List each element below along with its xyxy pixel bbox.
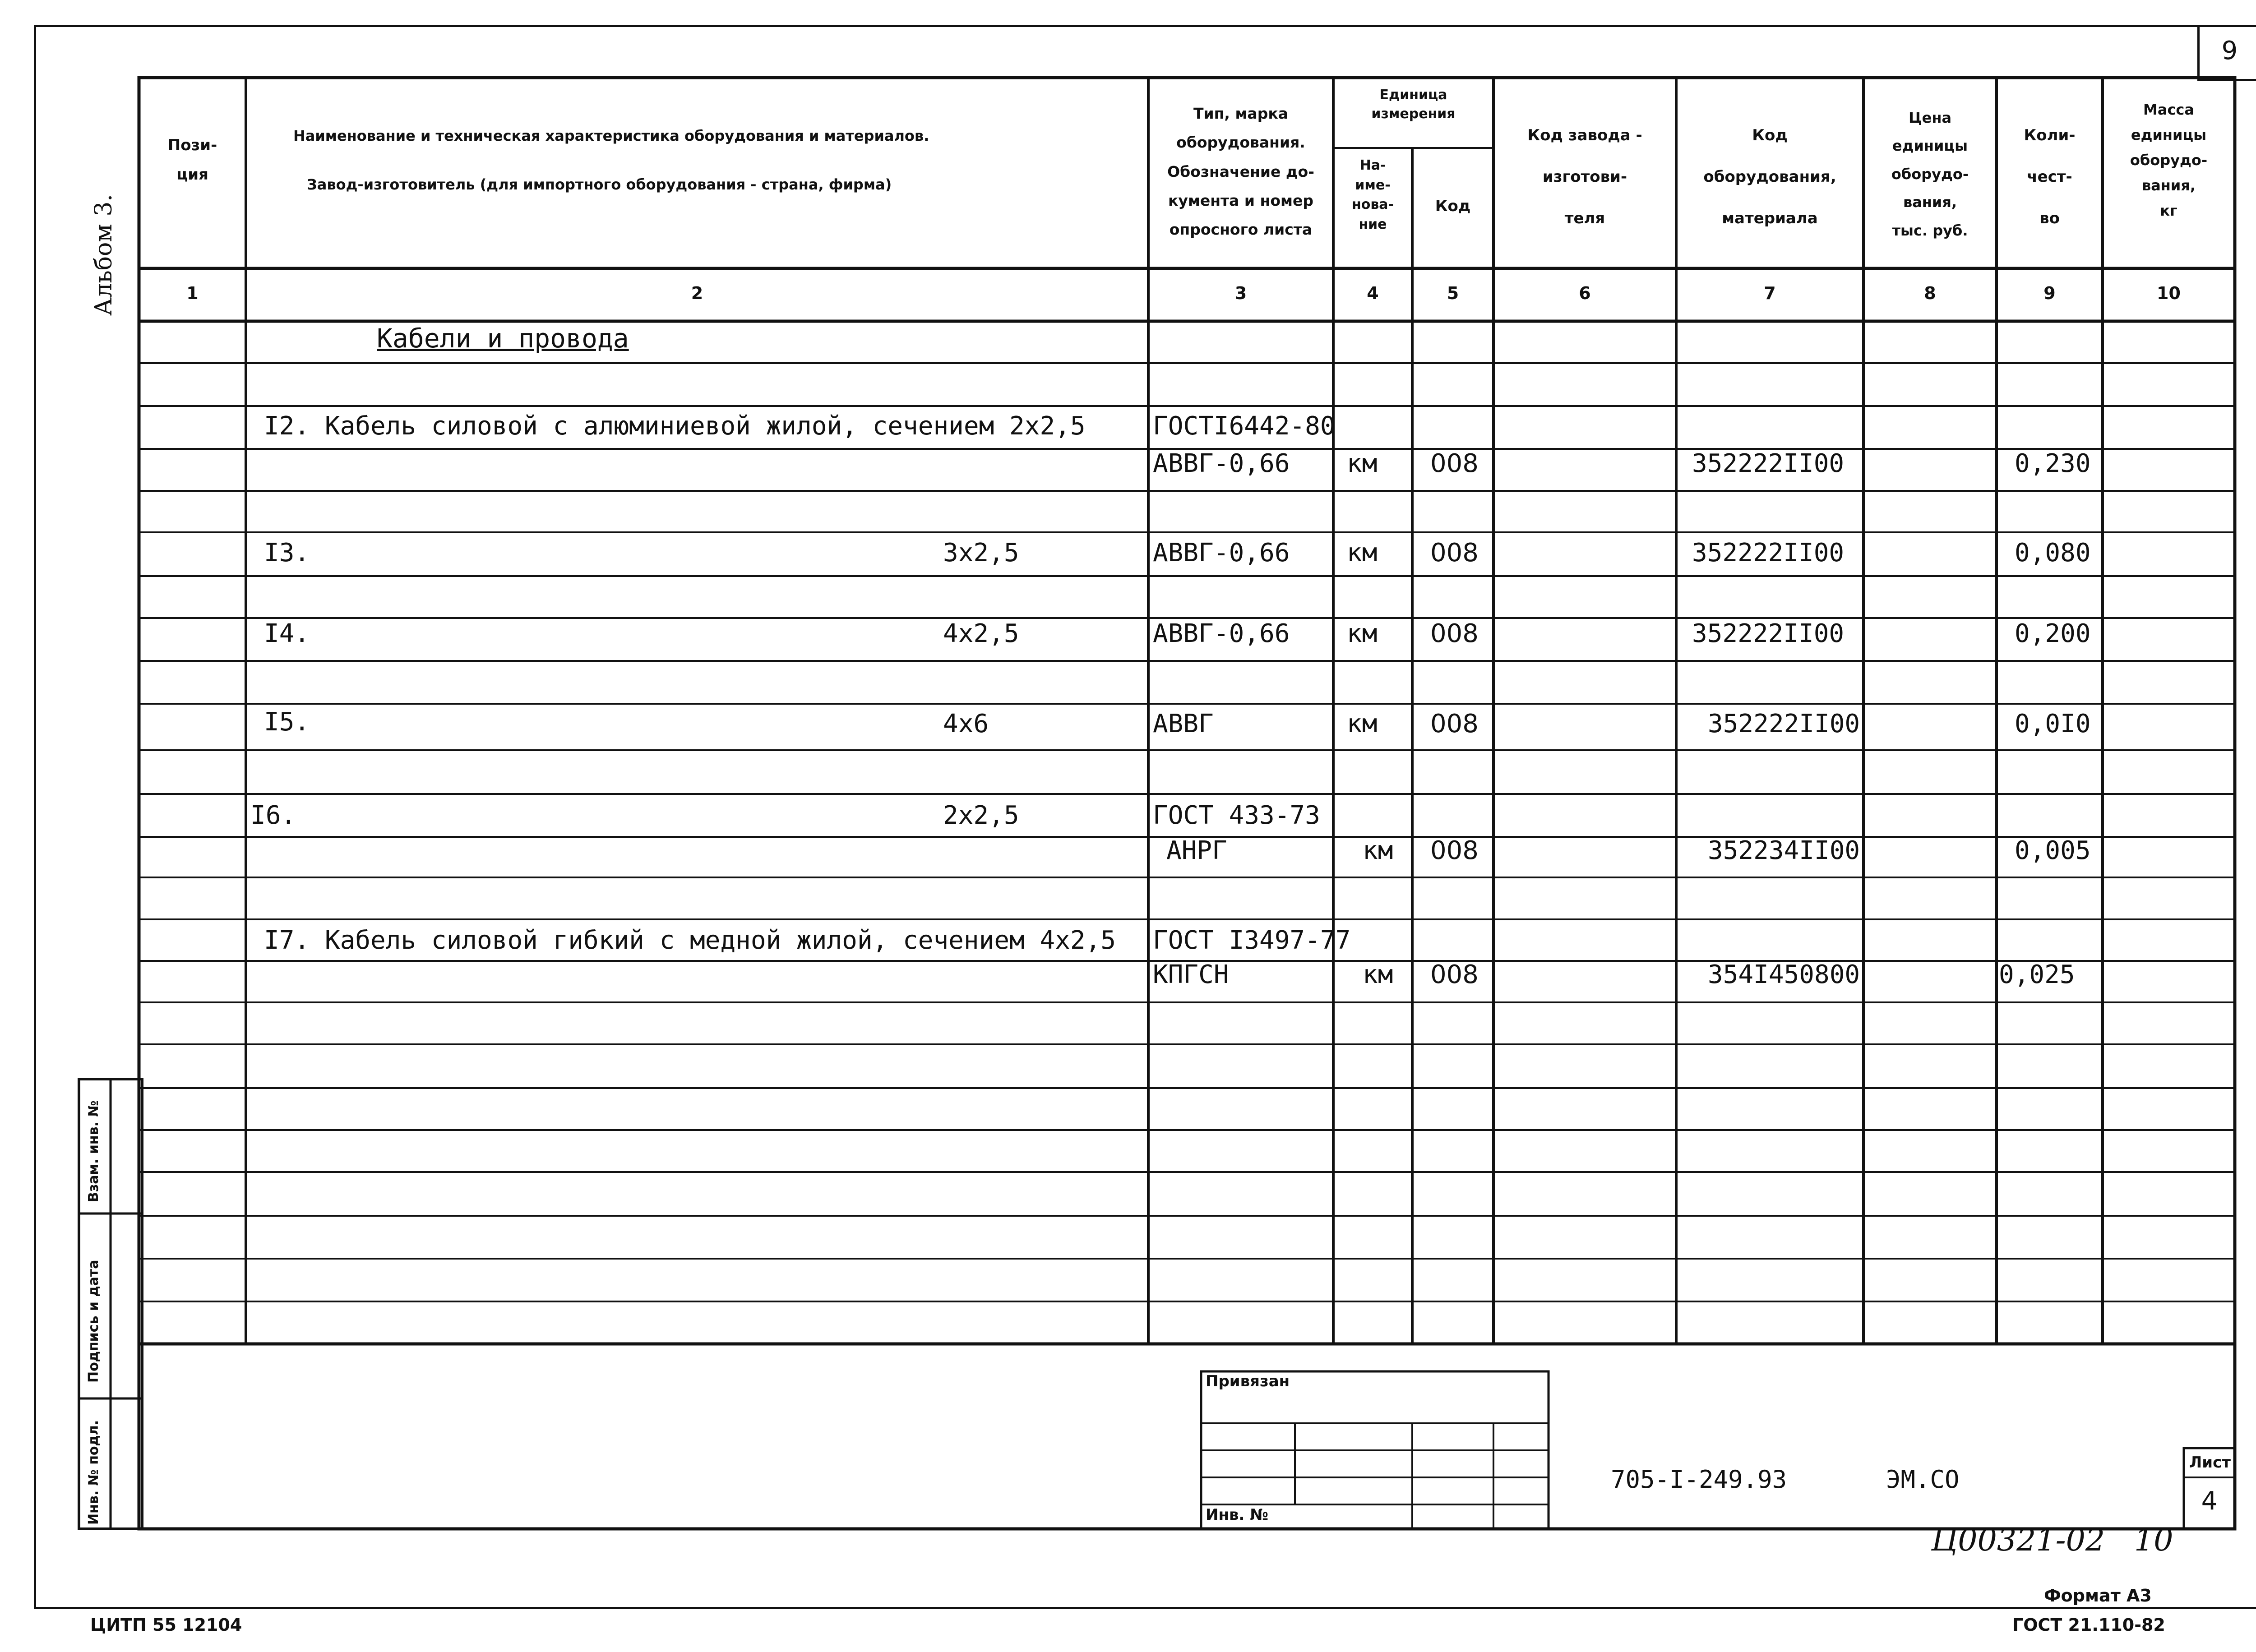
header-quantity: Коли- чест- во bbox=[2024, 126, 2076, 227]
colnum-8: 8 bbox=[1924, 283, 1936, 303]
section-title: Кабели и провода bbox=[377, 323, 629, 354]
row-15-pos: I5. bbox=[264, 707, 310, 737]
row-15-section: 4х6 bbox=[943, 709, 989, 738]
row-14-qty: 0,200 bbox=[2015, 619, 2091, 648]
header-unit-name: На- име- нова- ние bbox=[1351, 157, 1394, 232]
side-label-podpis: Подпись и дата bbox=[86, 1260, 102, 1383]
row-12-unitcode: 008 bbox=[1430, 449, 1479, 478]
header-price: Цена единицы оборудо- вания, тыс. руб. bbox=[1891, 109, 1969, 239]
row-17-mark: КПГСН bbox=[1153, 960, 1229, 989]
row-15-unitcode: 008 bbox=[1430, 709, 1479, 738]
row-14-section: 4х2,5 bbox=[943, 619, 1019, 648]
row-13-pos: I3. bbox=[264, 538, 310, 568]
stamp-doc-code: 705-I-249.93 bbox=[1611, 1465, 1787, 1494]
row-17-unitcode: 008 bbox=[1430, 960, 1479, 989]
row-12-unit: км bbox=[1347, 449, 1378, 478]
stamp-sheet-label: Лист bbox=[2189, 1454, 2231, 1472]
row-16-unitcode: 008 bbox=[1430, 836, 1479, 865]
row-13-qty: 0,080 bbox=[2015, 538, 2091, 568]
colnum-1: 1 bbox=[186, 283, 199, 303]
header-mass: Масса единицы оборудо- вания, кг bbox=[2130, 101, 2208, 219]
row-12-name: I2. Кабель силовой с алюминиевой жилой, сечением 2х2,5 bbox=[264, 411, 1086, 441]
row-15-mark: АВВГ bbox=[1153, 709, 1214, 738]
colnum-5: 5 bbox=[1447, 283, 1459, 303]
footer-format: Формат А3 bbox=[2044, 1586, 2152, 1606]
row-14-unitcode: 008 bbox=[1430, 619, 1479, 648]
handwritten-note: Ц00321-02 10 bbox=[1931, 1523, 2173, 1558]
side-label-vzam: Взам. инв. № bbox=[86, 1100, 102, 1202]
colnum-3: 3 bbox=[1234, 283, 1247, 303]
header-name-line1: Наименование и техническая характеристика оборудования и материалов. bbox=[293, 127, 929, 144]
header-factory-code: Код завода - изготови- теля bbox=[1527, 126, 1642, 227]
header-position: Пози- ция bbox=[167, 136, 217, 184]
row-17-unit: км bbox=[1363, 960, 1393, 989]
row-13-code: 352222II00 bbox=[1692, 538, 1845, 568]
row-14-pos: I4. bbox=[264, 619, 310, 648]
row-17-code: 354I450800 bbox=[1708, 960, 1860, 989]
row-12-mark: АВВГ-0,66 bbox=[1153, 449, 1290, 478]
row-14-unit: км bbox=[1347, 619, 1378, 648]
footer-left: ЦИТП 55 12104 bbox=[90, 1615, 242, 1635]
row-17-type: ГОСТ I3497-77 bbox=[1153, 926, 1351, 955]
row-14-mark: АВВГ-0,66 bbox=[1153, 619, 1290, 648]
row-14-code: 352222II00 bbox=[1692, 619, 1845, 648]
footer-gost: ГОСТ 21.110-82 bbox=[2012, 1615, 2165, 1635]
row-16-pos: I6. bbox=[250, 801, 296, 830]
stamp-privyazan: Привязан bbox=[1206, 1372, 1290, 1390]
side-label-inv: Инв. № подл. bbox=[86, 1420, 102, 1525]
row-12-type: ГОСТI6442-80 bbox=[1153, 411, 1336, 441]
row-13-unit: км bbox=[1347, 538, 1378, 568]
row-16-mark: АНРГ bbox=[1166, 836, 1227, 865]
colnum-10: 10 bbox=[2157, 283, 2181, 303]
row-13-unitcode: 008 bbox=[1430, 538, 1479, 568]
row-16-code: 352234II00 bbox=[1708, 836, 1860, 865]
stamp-inv-no: Инв. № bbox=[1206, 1506, 1269, 1524]
row-15-unit: км bbox=[1347, 709, 1378, 738]
colnum-7: 7 bbox=[1764, 283, 1776, 303]
header-equipment-code: Код оборудования, материала bbox=[1703, 126, 1836, 227]
album-label: Альбом 3. bbox=[90, 194, 117, 316]
header-type: Тип, марка оборудования. Обозначение до- кумента и номер опросного листа bbox=[1167, 105, 1314, 239]
row-17-qty: 0,025 bbox=[1999, 960, 2075, 989]
row-15-qty: 0,0I0 bbox=[2015, 709, 2091, 738]
row-17-name: I7. Кабель силовой гибкий с медной жилой, сечением 4х2,5 bbox=[264, 926, 1116, 955]
header-unit: Единица измерения bbox=[1371, 87, 1456, 122]
row-16-qty: 0,005 bbox=[2015, 836, 2091, 865]
row-16-unit: км bbox=[1363, 836, 1393, 865]
colnum-4: 4 bbox=[1367, 283, 1379, 303]
row-16-type: ГОСТ 433-73 bbox=[1153, 801, 1320, 830]
colnum-2: 2 bbox=[691, 283, 703, 303]
row-15-code: 352222II00 bbox=[1708, 709, 1860, 738]
row-13-mark: АВВГ-0,66 bbox=[1153, 538, 1290, 568]
colnum-9: 9 bbox=[2043, 283, 2056, 303]
colnum-6: 6 bbox=[1579, 283, 1591, 303]
row-13-section: 3х2,5 bbox=[943, 538, 1019, 568]
stamp-doc-mark: ЭМ.СО bbox=[1886, 1465, 1960, 1494]
row-16-section: 2х2,5 bbox=[943, 801, 1019, 830]
stamp-sheet-num: 4 bbox=[2201, 1486, 2218, 1516]
row-12-code: 352222II00 bbox=[1692, 449, 1845, 478]
row-12-qty: 0,230 bbox=[2015, 449, 2091, 478]
header-name-line2: Завод-изготовитель (для импортного оборудования - страна, фирма) bbox=[307, 176, 892, 193]
page-number: 9 bbox=[2221, 36, 2238, 65]
header-unit-code: Код bbox=[1435, 197, 1471, 215]
